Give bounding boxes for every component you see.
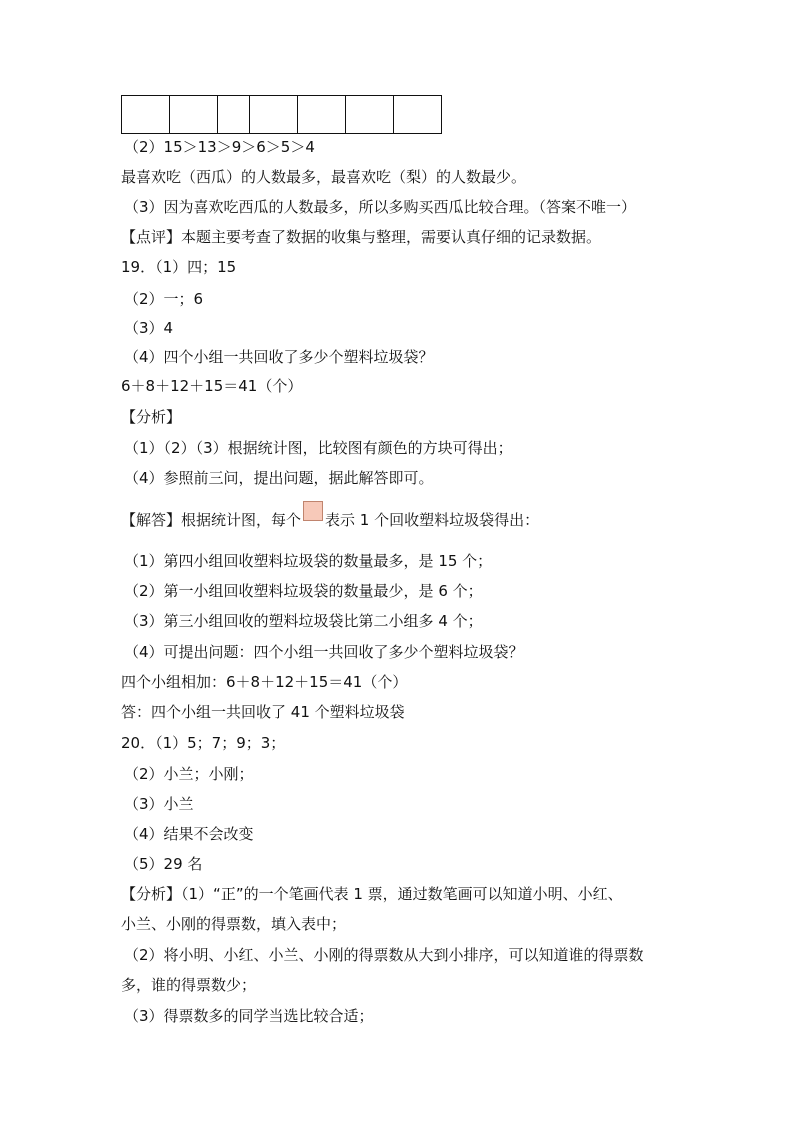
text-line: （4）参照前三问，提出问题，据此解答即可。 xyxy=(124,469,434,487)
text-line: （5）29 名 xyxy=(124,855,203,873)
question-number: 19．（1）四；15 xyxy=(121,258,237,276)
answer-table xyxy=(121,95,442,134)
text-line: （3）得票数多的同学当选比较合适； xyxy=(124,1007,374,1025)
text-line: 多，谁的得票数少； xyxy=(121,976,257,994)
solution-heading xyxy=(121,510,539,531)
text-line: （2）第一小组回收塑料垃圾袋的数量最少，是 6 个； xyxy=(124,582,483,600)
table-cell xyxy=(250,96,298,134)
text-line: （4）结果不会改变 xyxy=(124,825,254,843)
table-cell xyxy=(298,96,346,134)
text-line: 【点评】本题主要考查了数据的收集与整理，需要认真仔细的记录数据。 xyxy=(121,228,602,246)
text-line: （1）第四小组回收塑料垃圾袋的数量最多，是 15 个； xyxy=(124,552,493,570)
table-cell xyxy=(218,96,250,134)
table-cell xyxy=(122,96,170,134)
text-line: 最喜欢吃（西瓜）的人数最多，最喜欢吃（梨）的人数最少。 xyxy=(121,168,527,186)
text-line: 6＋8＋12＋15＝41（个） xyxy=(121,377,303,395)
text-line: （3）小兰 xyxy=(124,795,194,813)
text-line: （2）将小明、小红、小兰、小刚的得票数从大到小排序，可以知道谁的得票数 xyxy=(124,946,644,964)
text-line: （2）15＞13＞9＞6＞5＞4 xyxy=(124,138,315,156)
text-line: 小兰、小刚的得票数，填入表中； xyxy=(121,915,347,933)
text-line: （3）4 xyxy=(124,319,174,337)
text-line: （2）小兰；小刚； xyxy=(124,765,254,783)
text-line: （4）可提出问题：四个小组一共回收了多少个塑料垃圾袋？ xyxy=(124,643,524,661)
text-line: （1）（2）（3）根据统计图，比较图有颜色的方块可得出； xyxy=(124,439,513,457)
table-cell xyxy=(394,96,442,134)
text-line: （2）一；6 xyxy=(124,290,204,308)
colored-square-icon xyxy=(303,501,323,521)
text-line: （3）第三小组回收的塑料垃圾袋比第二小组多 4 个； xyxy=(124,612,483,630)
text-line: （3）因为喜欢吃西瓜的人数最多，所以多购买西瓜比较合理。（答案不唯一） xyxy=(124,198,637,216)
question-number: 20．（1）5；7；9；3； xyxy=(121,734,286,752)
section-heading: 【分析】 xyxy=(121,408,182,426)
table-cell xyxy=(170,96,218,134)
solution-suffix: 表示 1 个回收塑料垃圾袋得出： xyxy=(325,511,540,529)
text-line: 四个小组相加：6＋8＋12＋15＝41（个） xyxy=(121,673,408,691)
text-line: 答：四个小组一共回收了 41 个塑料垃圾袋 xyxy=(121,703,405,721)
text-line: （4）四个小组一共回收了多少个塑料垃圾袋？ xyxy=(124,348,434,366)
text-line: 【分析】（1）“正”的一个笔画代表 1 票，通过数笔画可以知道小明、小红、 xyxy=(121,885,623,903)
table-cell xyxy=(346,96,394,134)
table-row xyxy=(122,96,442,134)
solution-prefix: 【解答】根据统计图，每个 xyxy=(121,511,302,529)
